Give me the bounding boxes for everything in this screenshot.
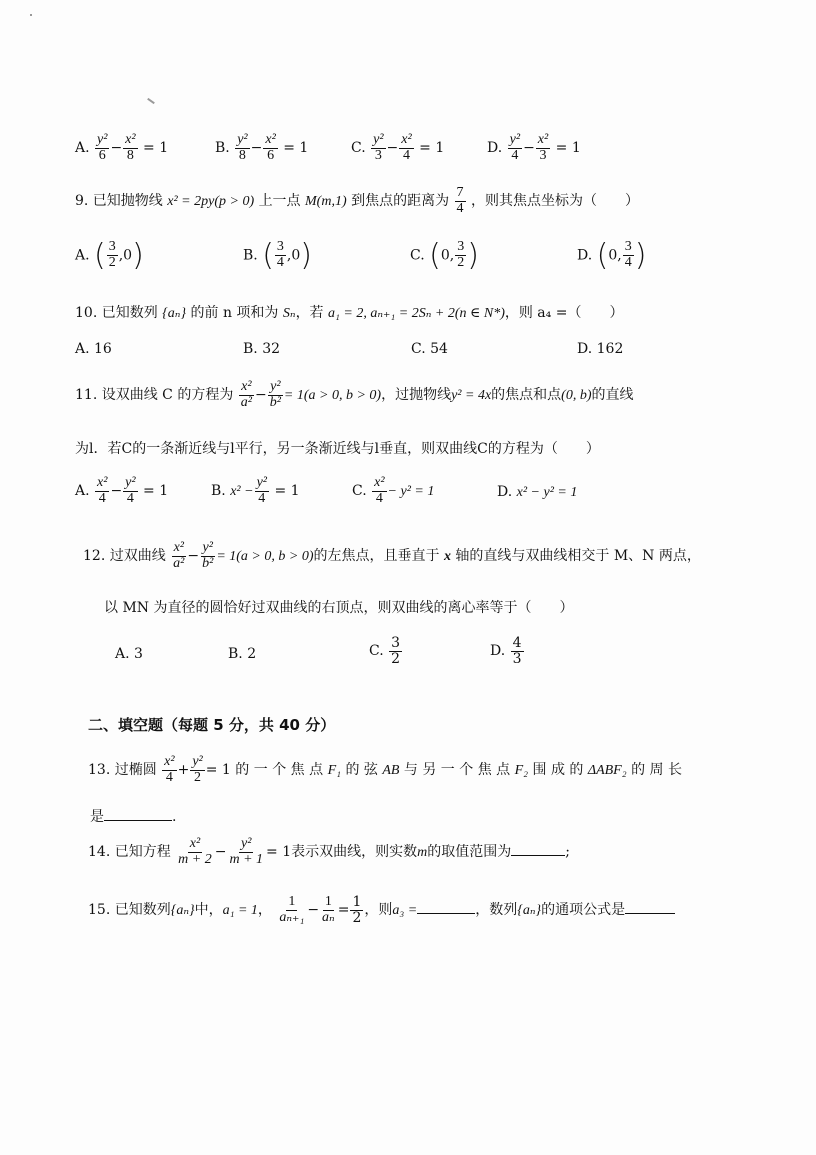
- question-11: 11. 设双曲线 C 的方程为 $\frac{\text{x²}}{\text{a²}}$ − $\frac{\text{y²}}{\text{b²}}$ = 1(a > 0, b > 0)，过抛物线y² = 4x的焦点和点(0, b)的直线: [75, 379, 634, 410]
- q11-options: [75, 476, 695, 516]
- q15-formula-blank[interactable]: [625, 913, 675, 914]
- q10-option-c: C. 54: [411, 341, 448, 357]
- q11-option-b: B. x² − $\frac{\text{y²}}{4}$ = 1: [211, 475, 300, 506]
- question-10: 10. 已知数列 {aₙ} 的前 n 项和为 Sₙ，若 a₁ = 2, aₙ₊₁ = 2Sₙ + 2(n ∈ N*)，则 a₄ =（ ）: [75, 305, 624, 321]
- section-2-title: 二、填空题（每题 5 分，共 40 分）: [88, 716, 336, 734]
- q9-options: [75, 238, 695, 286]
- q12-option-a: A. 3: [115, 646, 143, 662]
- question-15: 15. 已知数列{aₙ}中，a₁ = 1， $\frac{1}{\text{aₙ₊₁}}$ − $\frac{1}{\text{aₙ}}$ = $\frac{1}{2}$ ，则a₃ = ，数列{aₙ}的通项公式是: [88, 895, 675, 925]
- q11-option-d: D. x² − y² = 1: [497, 484, 578, 500]
- question-9: 9. 已知抛物线 x² = 2py(p > 0) 上一点 M(m,1) 到焦点的距离为 $\frac{7}{4}$ ，则其焦点坐标为（ ）: [75, 185, 639, 216]
- q13-answer-blank[interactable]: [104, 820, 172, 821]
- q12-option-c: C. $\frac{3}{2}$: [369, 635, 401, 667]
- q14-answer-blank[interactable]: [511, 855, 565, 856]
- q12-options: [115, 636, 655, 676]
- q10-option-a: A. 16: [75, 341, 112, 357]
- scan-speck: [30, 14, 32, 16]
- q9-option-a: A. ( $\frac{3}{2}$ ,0): [75, 238, 144, 273]
- q9-option-c: C. (0, $\frac{3}{2}$ ): [410, 238, 479, 273]
- q8-option-c: C. $\frac{\text{y²}}{3}$ − $\frac{\text{x²}}{4}$ = 1: [351, 132, 445, 163]
- q15-a3-blank[interactable]: [417, 913, 475, 914]
- q9-option-d: D. (0, $\frac{3}{4}$ ): [577, 238, 647, 273]
- q11-option-c: C. $\frac{\text{x²}}{4}$ − y² = 1: [352, 475, 435, 506]
- question-11-line2: 为l．若C的一条渐近线与l平行，另一条渐近线与l垂直，则双曲线C的方程为（ ）: [75, 441, 600, 457]
- q9-option-b: B. ( $\frac{3}{4}$ ,0): [243, 238, 312, 273]
- q11-option-a: A. $\frac{\text{x²}}{4}$ − $\frac{\text{y²}}{4}$ = 1: [75, 475, 169, 506]
- q12-option-d: D. $\frac{4}{3}$: [490, 635, 522, 667]
- question-12-line2: 以 MN 为直径的圆恰好过双曲线的右顶点，则双曲线的离心率等于（ ）: [104, 600, 574, 616]
- q8-option-d: D. $\frac{\text{y²}}{4}$ − $\frac{\text{x²}}{3}$ = 1: [487, 132, 581, 163]
- question-13: 13. 过椭圆 $\frac{\text{x²}}{4}$ + $\frac{\text{y²}}{2}$ = 1 的 一 个 焦 点 F₁ 的 弦 AB 与 另 一 个 焦 点 F₂ 围 成 的 ΔABF₂ 的 周 长: [88, 754, 682, 785]
- scan-speck: [147, 98, 155, 104]
- q8-option-a: A. $\frac{\text{y²}}{6}$ − $\frac{\text{x²}}{8}$ = 1: [75, 132, 169, 163]
- question-12: 12. 过双曲线 $\frac{\text{x²}}{\text{a²}}$ − $\frac{\text{y²}}{\text{b²}}$ = 1(a > 0, b > 0)的左焦点，且垂直于 x 轴的直线与双曲线相交于 M、N 两点，: [83, 540, 701, 571]
- question-13-line2: 是 .: [90, 809, 177, 825]
- q10-option-b: B. 32: [243, 341, 281, 357]
- q10-option-d: D. 162: [577, 341, 624, 357]
- q12-option-b: B. 2: [228, 646, 257, 662]
- q8-option-b: B. $\frac{\text{y²}}{8}$ − $\frac{\text{x²}}{6}$ = 1: [215, 132, 309, 163]
- question-14: 14. 已知方程 $\frac{\text{x²}}{m + 2}$ − $\frac{\text{y²}}{m + 1}$ = 1表示双曲线，则实数m的取值范围为 ;: [88, 836, 570, 867]
- q10-options: [75, 341, 695, 361]
